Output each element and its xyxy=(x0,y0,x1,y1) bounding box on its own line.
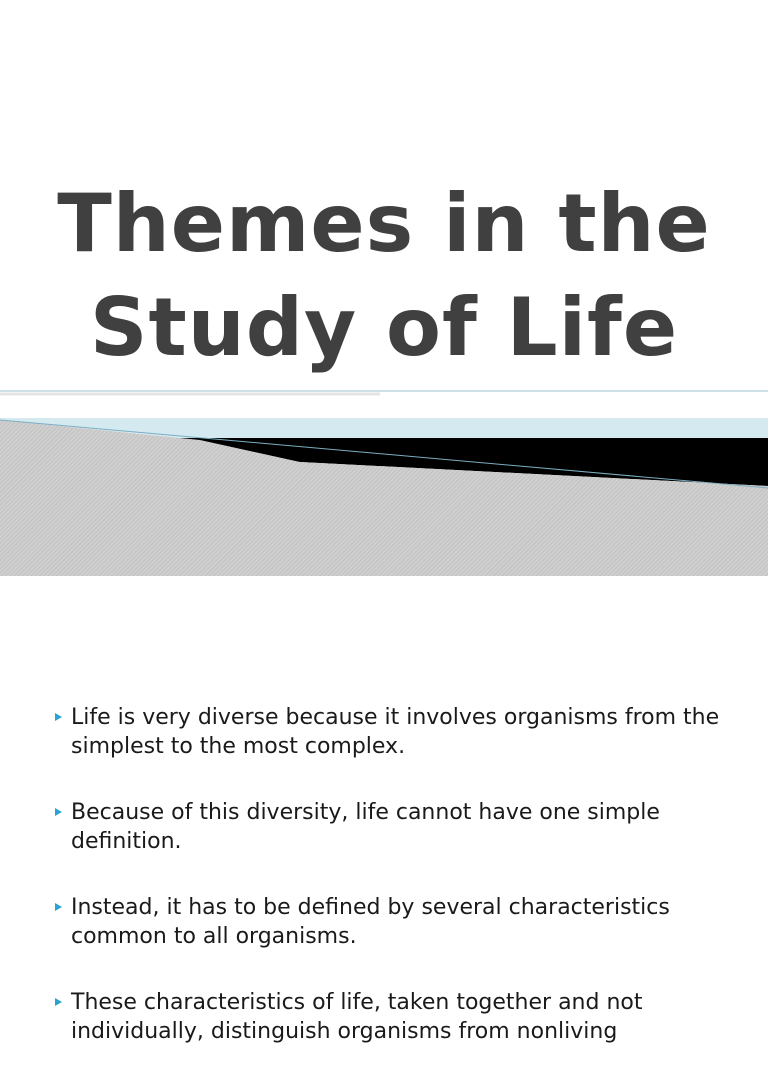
list-item xyxy=(0,703,768,761)
bullet-text: These characteristics of life, taken together and not individually, distinguish organisms from nonliving xyxy=(71,990,643,1044)
list-item xyxy=(0,798,768,856)
decorative-banner xyxy=(0,382,768,578)
bullet-text: Instead, it has to be defined by several characteristics common to all organisms. xyxy=(71,895,670,949)
bullet-list xyxy=(0,703,768,1083)
bullet-text: Because of this diversity, life cannot have one simple definition. xyxy=(71,800,660,854)
bullet-arrow-icon xyxy=(55,713,62,721)
slide-title-line-2: Study of Life xyxy=(89,281,679,374)
slide-title-line-1: Themes in the xyxy=(57,177,711,270)
bullet-text: Life is very diverse because it involves organisms from the simplest to the most complex. xyxy=(71,705,720,759)
list-item xyxy=(0,988,768,1046)
bullet-arrow-icon xyxy=(55,808,62,816)
bullet-arrow-icon xyxy=(55,998,62,1006)
bullet-arrow-icon xyxy=(55,903,62,911)
slide-title xyxy=(0,172,768,380)
list-item xyxy=(0,893,768,951)
